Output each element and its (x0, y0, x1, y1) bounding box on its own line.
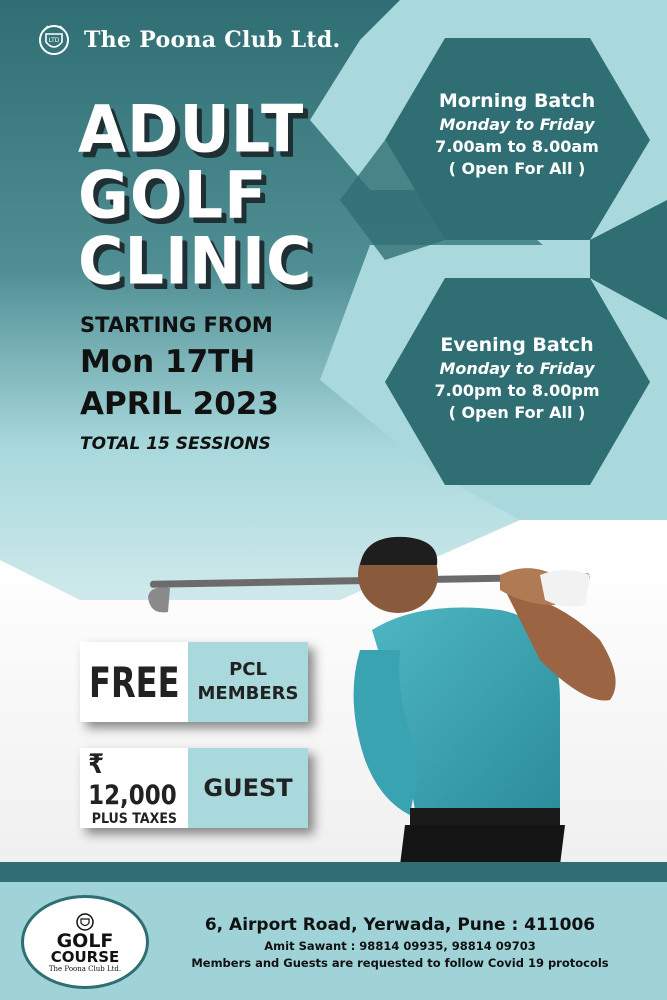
total-sessions: TOTAL 15 SESSIONS (80, 434, 271, 454)
members-label-line-2: MEMBERS (197, 683, 299, 704)
guest-label-cell (188, 748, 308, 828)
batch-title: Morning Batch (438, 90, 596, 112)
batch-days: Monday to Friday (439, 359, 595, 378)
footer-notice: Members and Guests are requested to follow Covid 19 protocols (191, 956, 609, 970)
golf-course-logo (24, 898, 146, 986)
club-crest-icon (36, 22, 72, 58)
logo-line-2: COURSE (50, 947, 120, 966)
batch-days: Monday to Friday (439, 115, 595, 134)
svg-text:LTD: LTD (48, 37, 60, 44)
morning-batch-info (407, 90, 627, 178)
start-date-line-1: Mon 17TH (80, 344, 256, 380)
guest-price-row (80, 748, 308, 828)
batch-note: ( Open For All ) (448, 403, 586, 422)
members-label-line-1: PCL (229, 659, 267, 680)
start-date-line-2: APRIL 2023 (80, 386, 279, 422)
title-line-2: GOLF (78, 156, 268, 234)
guest-label: GUEST (203, 774, 293, 802)
title-line-3: CLINIC (78, 222, 313, 300)
batch-title: Evening Batch (440, 334, 594, 356)
guest-price-cell (80, 748, 188, 828)
starting-from-label: STARTING FROM (80, 313, 273, 337)
evening-batch-info (407, 334, 627, 422)
club-name: The Poona Club Ltd. (84, 27, 341, 53)
footer-address: 6, Airport Road, Yerwada, Pune : 411006 (204, 915, 596, 935)
members-price-cell (80, 642, 188, 722)
batch-time: 7.00am to 8.00am (435, 137, 599, 156)
footer-contact: Amit Sawant : 98814 09935, 98814 09703 (264, 939, 536, 953)
members-price: FREE (88, 657, 180, 707)
title-line-1: ADULT (78, 90, 305, 168)
batch-time: 7.00pm to 8.00pm (434, 381, 600, 400)
footer-divider (0, 862, 667, 882)
guest-price-note: PLUS TAXES (91, 811, 177, 827)
logo-line-3: The Poona Club Ltd. (48, 964, 122, 973)
logo-line-1: GOLF (56, 929, 114, 952)
batch-note: ( Open For All ) (448, 159, 586, 178)
members-label-cell (188, 642, 308, 722)
members-price-row (80, 642, 308, 722)
guest-price: ₹ 12,000 (88, 749, 177, 811)
logo-crest-icon (75, 912, 95, 932)
